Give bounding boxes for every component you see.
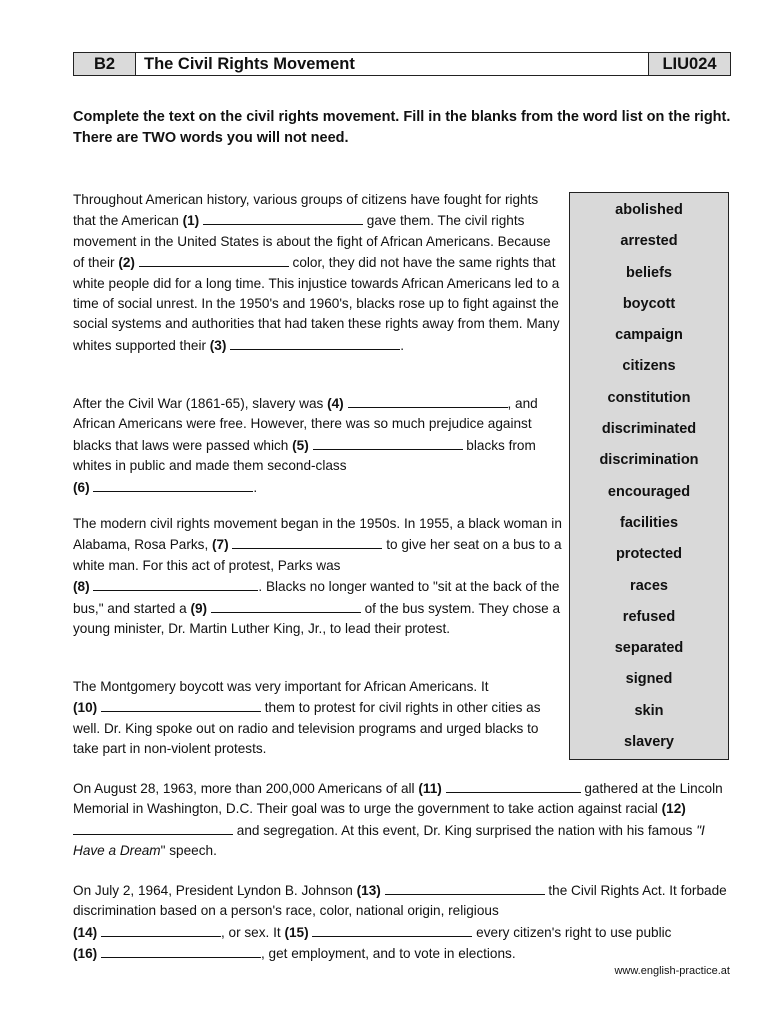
blank-number-12: (12)	[661, 801, 686, 817]
blank-11[interactable]	[446, 778, 581, 793]
blank-12[interactable]	[73, 820, 233, 835]
word-list-item: constitution	[607, 389, 691, 406]
text-segment: gathered at the Lincoln Memorial in Washington, D.C. Their goal was to urge the government to take action against racial	[73, 781, 723, 817]
text-segment: .	[253, 479, 258, 495]
word-list-item: discrimination	[599, 452, 699, 469]
word-list-item: facilities	[619, 514, 679, 531]
word-list-item: arrested	[620, 233, 678, 250]
blank-number-15: (15)	[284, 924, 309, 940]
blank-9[interactable]	[211, 598, 361, 613]
blank-4[interactable]	[348, 393, 508, 408]
word-list-item: beliefs	[626, 264, 672, 281]
text-segment: , or sex. It	[220, 924, 285, 940]
text-segment: Throughout American history, various groups of citizens have fought for rights that the American	[73, 192, 539, 229]
text-segment: to give her seat on a bus to a white man. For this act of protest, Parks was	[73, 537, 562, 573]
text-segment: every citizen's right to use public	[472, 924, 672, 940]
text-segment: gave them. The civil rights movement in the United States is about the fight of African Americans. Because of their	[73, 213, 551, 271]
text-segment: On August 28, 1963, more than 200,000 Americans of all	[73, 781, 419, 796]
paragraph-5	[73, 778, 735, 862]
text-segment: On July 2, 1964, President Lyndon B. Johnson	[73, 883, 357, 898]
text-segment: .	[400, 337, 404, 353]
blank-5[interactable]	[313, 435, 463, 450]
blank-number-2: (2)	[118, 255, 135, 271]
blank-16[interactable]	[101, 943, 261, 958]
worksheet-title: The Civil Rights Movement	[136, 53, 648, 75]
blank-number-10: (10)	[73, 700, 98, 716]
word-list-item: signed	[625, 671, 673, 688]
blank-number-5: (5)	[292, 437, 309, 453]
speech-title: "I Have a Dream	[73, 822, 705, 859]
word-list-item: refused	[622, 608, 676, 625]
word-list-item: boycott	[622, 295, 676, 312]
paragraph-6	[73, 880, 735, 965]
word-list-item: discriminated	[601, 421, 697, 438]
text-segment: , get employment, and to vote in elections.	[260, 946, 516, 962]
blank-10[interactable]	[101, 697, 261, 712]
text-segment: . Blacks no longer wanted to "sit at the back of the bus," and started a	[73, 579, 560, 616]
footer-url: www.english-practice.at	[614, 965, 730, 977]
word-list-item: separated	[614, 640, 684, 657]
text-segment: The Montgomery boycott was very important for African Americans. It	[73, 679, 489, 694]
blank-8[interactable]	[93, 576, 258, 591]
paragraph-2	[73, 393, 563, 498]
blank-number-6: (6)	[73, 479, 90, 495]
blank-6[interactable]	[93, 477, 253, 492]
blank-14[interactable]	[101, 922, 221, 937]
word-list-item: abolished	[615, 202, 683, 218]
text-segment: the Civil Rights Act. It forbade discrimination based on a person's race, color, national origin, religious	[73, 883, 727, 919]
text-segment: and segregation. At this event, Dr. King surprised the nation with his famous	[233, 822, 697, 838]
text-segment: After the Civil War (1861-65), slavery was	[73, 396, 328, 411]
blank-7[interactable]	[232, 534, 382, 549]
text-segment: , and African Americans were free. However, there was so much prejudice against blacks that laws were passed which	[73, 396, 538, 453]
text-segment: color, they did not have the same rights that white people did for a long time. This injustice towards African Americans led to a time of social unrest. In the 1950's and 1960's, blacks rose up to fight against the social systems and authorities that had taken these rights away from them. Many whites supported their	[73, 255, 560, 353]
word-list-item: encouraged	[607, 483, 691, 500]
word-list-item: slavery	[624, 734, 674, 751]
instructions: Complete the text on the civil rights movement. Fill in the blanks from the word list on the right. There are TWO words you will not need.	[73, 109, 731, 146]
word-list-item: protected	[615, 546, 683, 563]
word-list-item: campaign	[615, 327, 683, 344]
blank-2[interactable]	[139, 252, 289, 267]
blank-number-7: (7)	[212, 537, 229, 553]
text-segment: The modern civil rights movement began in the 1950s. In 1955, a black woman in Alabama, Rosa Parks,	[73, 516, 562, 553]
word-list-item: citizens	[622, 358, 676, 375]
blank-number-4: (4)	[327, 396, 344, 411]
text-segment: " speech.	[160, 843, 217, 859]
text-segment: of the bus system. They chose a young minister, Dr. Martin Luther King, Jr., to lead their protest.	[73, 600, 561, 637]
paragraph-3	[73, 514, 563, 639]
blank-number-11: (11)	[418, 781, 442, 796]
blank-number-8: (8)	[73, 579, 90, 595]
blank-number-1: (1)	[182, 213, 200, 229]
blank-1[interactable]	[203, 210, 363, 225]
blank-3[interactable]	[230, 335, 400, 350]
paragraph-1	[73, 190, 563, 356]
word-list	[570, 193, 728, 759]
blank-number-9: (9)	[190, 600, 208, 616]
word-list-box	[569, 192, 729, 760]
title-header-table	[73, 52, 731, 76]
blank-number-13: (13)	[356, 883, 381, 898]
blank-13[interactable]	[385, 880, 545, 895]
text-segment: them to protest for civil rights in other cities as well. Dr. King spoke out on radio and television programs and urged blacks to take part in non-violent protests.	[73, 700, 541, 757]
text-segment: blacks from whites in public and made them second-class	[73, 437, 536, 474]
word-list-item: skin	[634, 702, 664, 719]
blank-number-3: (3)	[209, 337, 227, 353]
blank-number-14: (14)	[73, 924, 98, 940]
worksheet-code: LIU024	[648, 53, 730, 75]
blank-number-16: (16)	[73, 946, 98, 962]
paragraph-4	[73, 677, 563, 760]
word-list-item: races	[630, 577, 668, 594]
blank-15[interactable]	[312, 922, 472, 937]
level-cell: B2	[74, 53, 136, 75]
